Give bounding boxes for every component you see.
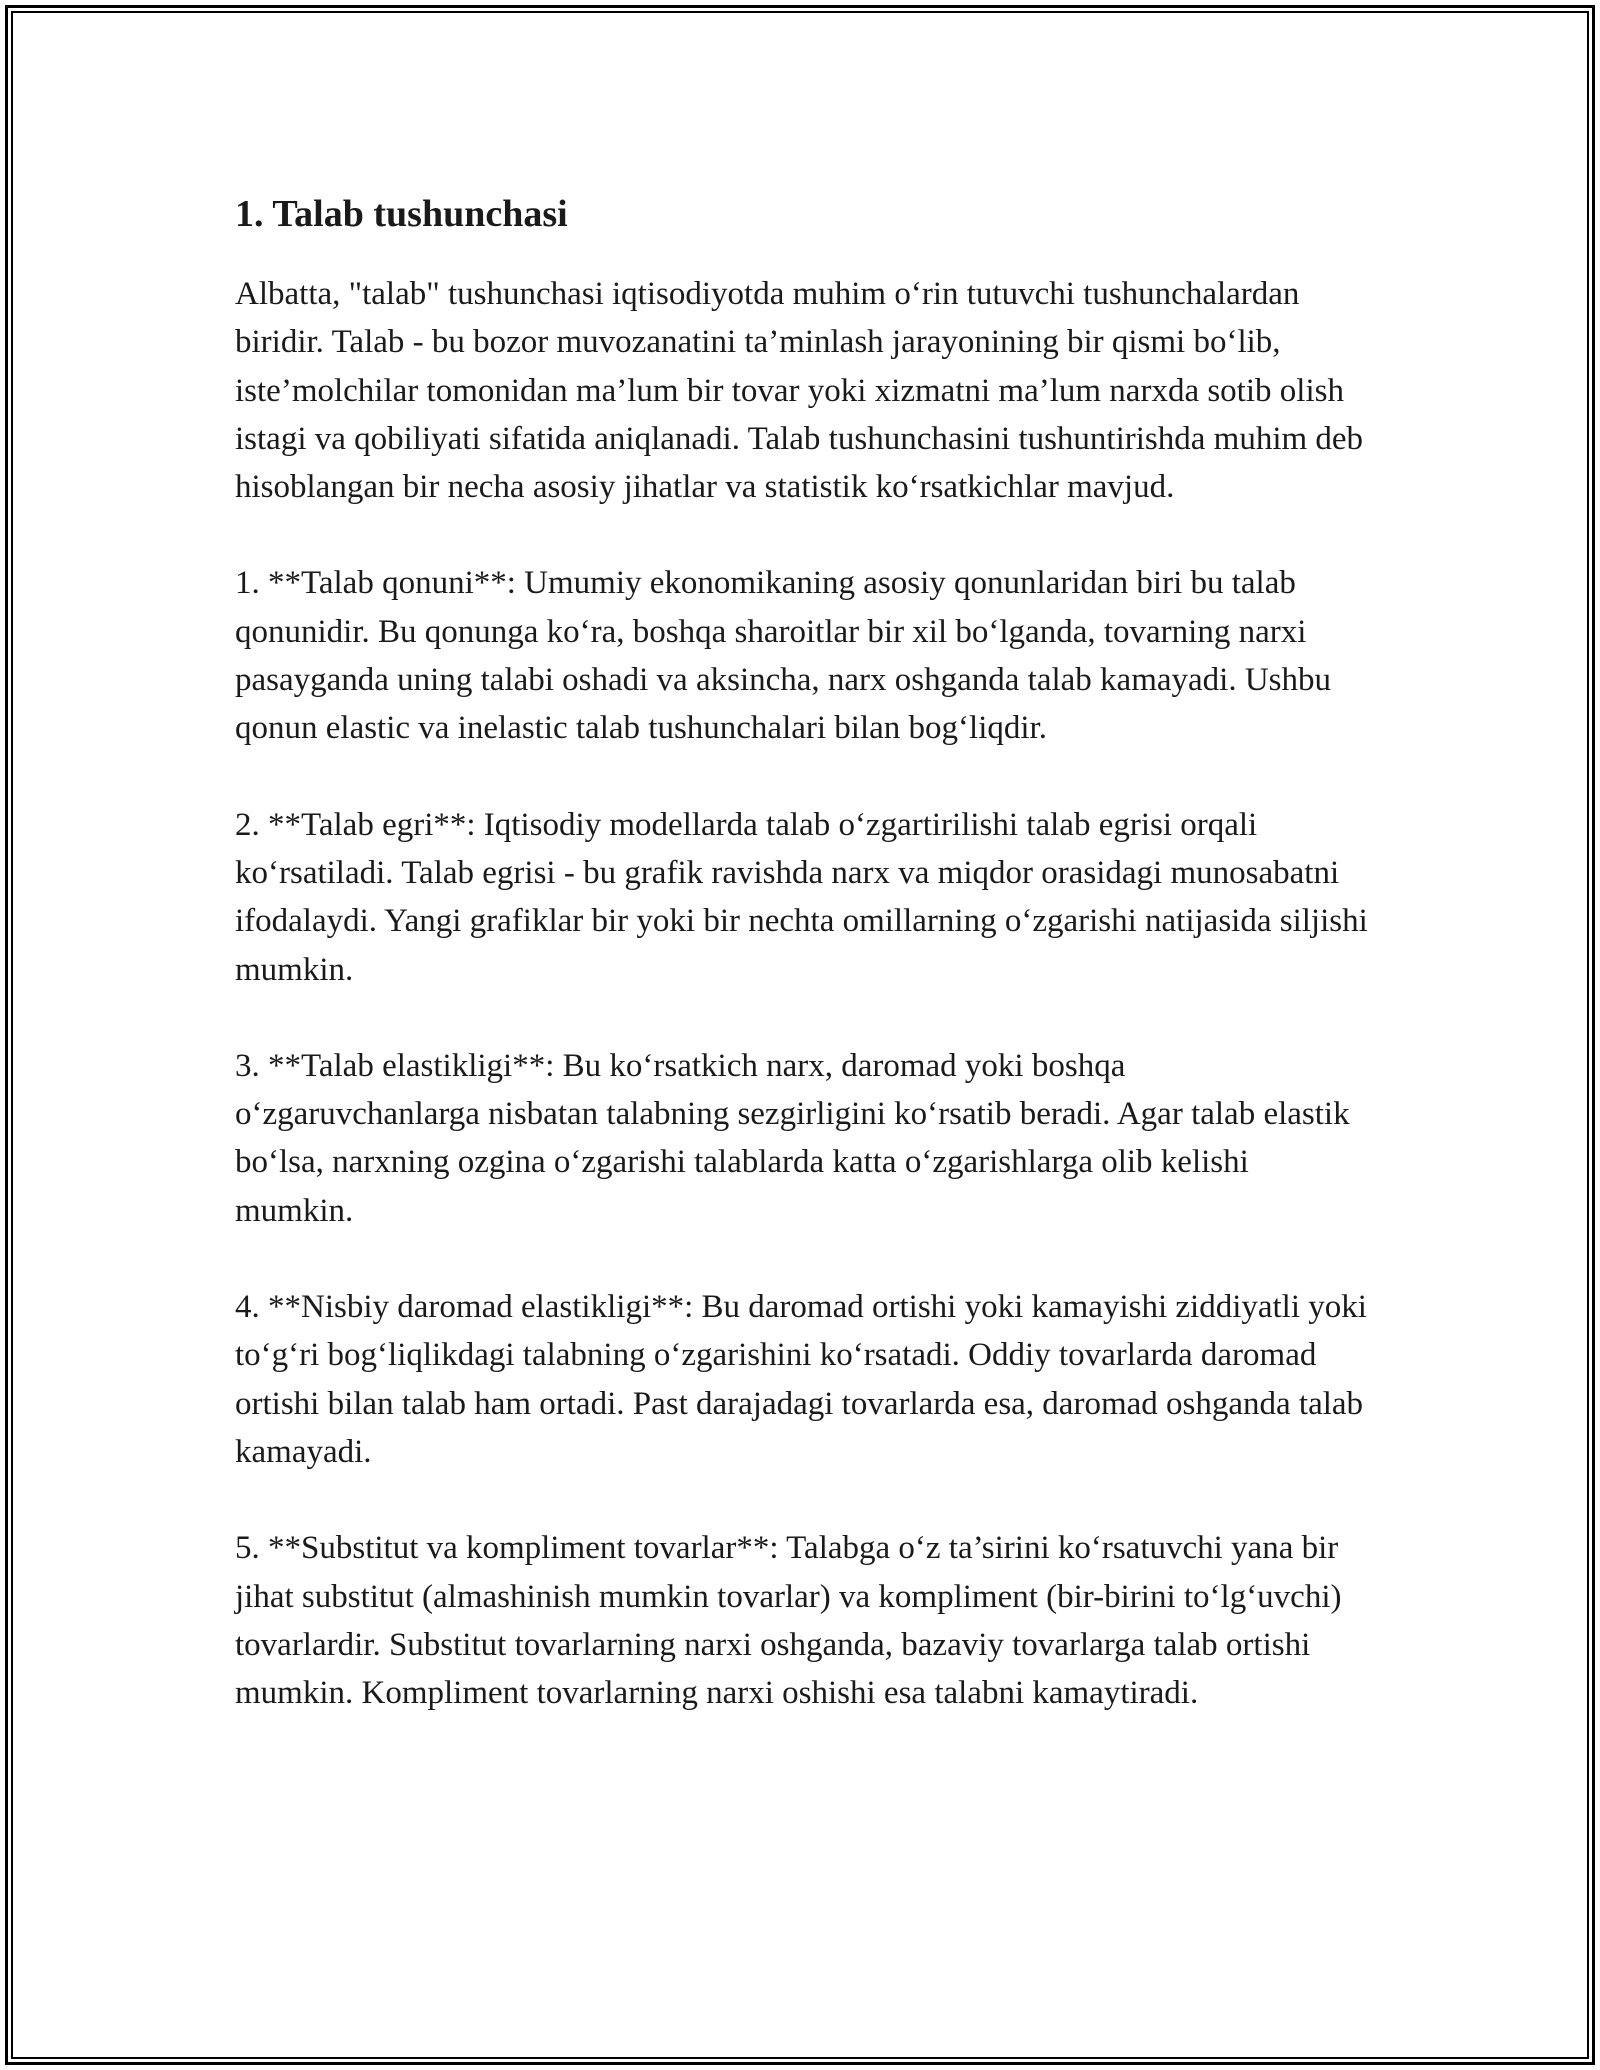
document-body [235, 186, 1375, 1765]
paragraph-daromad-elastikligi: 4. **Nisbiy daromad elastikligi**: Bu daromad ortishi yoki kamayishi ziddiyatli yoki to‘g‘ri bog‘liqlikdagi talabning o‘zgarishini ko‘rsatadi. Oddiy tovarlarda daromad ortishi bilan talab ham ortadi. Past darajadagi tovarlarda esa, daromad oshganda talab kamayadi. [235, 1289, 1367, 1470]
intro-paragraph: Albatta, "talab" tushunchasi iqtisodiyotda muhim o‘rin tutuvchi tushunchalardan biridir. Talab - bu bozor muvozanatini ta’minlash jarayonining bir qismi bo‘lib, iste’molchilar tomonidan ma’lum bir tovar yoki xizmatni ma’lum narxda sotib olish istagi va qobiliyati sifatida aniqlanadi. Talab tushunchasini tushuntirishda muhim deb hisoblangan bir necha asosiy jihatlar va statistik ko‘rsatkichlar mavjud. [235, 276, 1364, 506]
paragraph-talab-egri: 2. **Talab egri**: Iqtisodiy modellarda talab o‘zgartirilishi talab egrisi orqali ko‘rsatiladi. Talab egrisi - bu grafik ravishda narx va miqdor orasidagi munosabatni ifodalaydi. Yangi grafiklar bir yoki bir nechta omillarning o‘zgarishi natijasida siljishi mumkin. [235, 806, 1368, 988]
section-heading: 1. Talab tushunchasi [235, 193, 568, 235]
paragraph-talab-elastikligi: 3. **Talab elastikligi**: Bu ko‘rsatkich narx, daromad yoki boshqa o‘zgaruvchanlarga nisbatan talabning sezgirligini ko‘rsatib beradi. Agar talab elastik bo‘lsa, narxning ozgina o‘zgarishi talablarda katta o‘zgarishlarga olib kelishi mumkin. [235, 1047, 1350, 1229]
paragraph-talab-qonuni: 1. **Talab qonuni**: Umumiy ekonomikaning asosiy qonunlaridan biri bu talab qonunidir. Bu qonunga ko‘ra, boshqa sharoitlar bir xil bo‘lganda, tovarning narxi pasayganda uning talabi oshadi va aksincha, narx oshganda talab kamayadi. Ushbu qonun elastic va inelastic talab tushunchalari bilan bog‘liqdir. [235, 565, 1332, 747]
paragraph-substitut-kompliment: 5. **Substitut va kompliment tovarlar**: Talabga o‘z ta’sirini ko‘rsatuvchi yana bir jihat substitut (almashinish mumkin tovarlar) va kompliment (bir-birini to‘lg‘uvchi) tovarlardir. Substitut tovarlarning narxi oshganda, bazaviy tovarlarga talab ortishi mumkin. Kompliment tovarlarning narxi oshishi esa talabni kamaytiradi. [235, 1530, 1342, 1712]
